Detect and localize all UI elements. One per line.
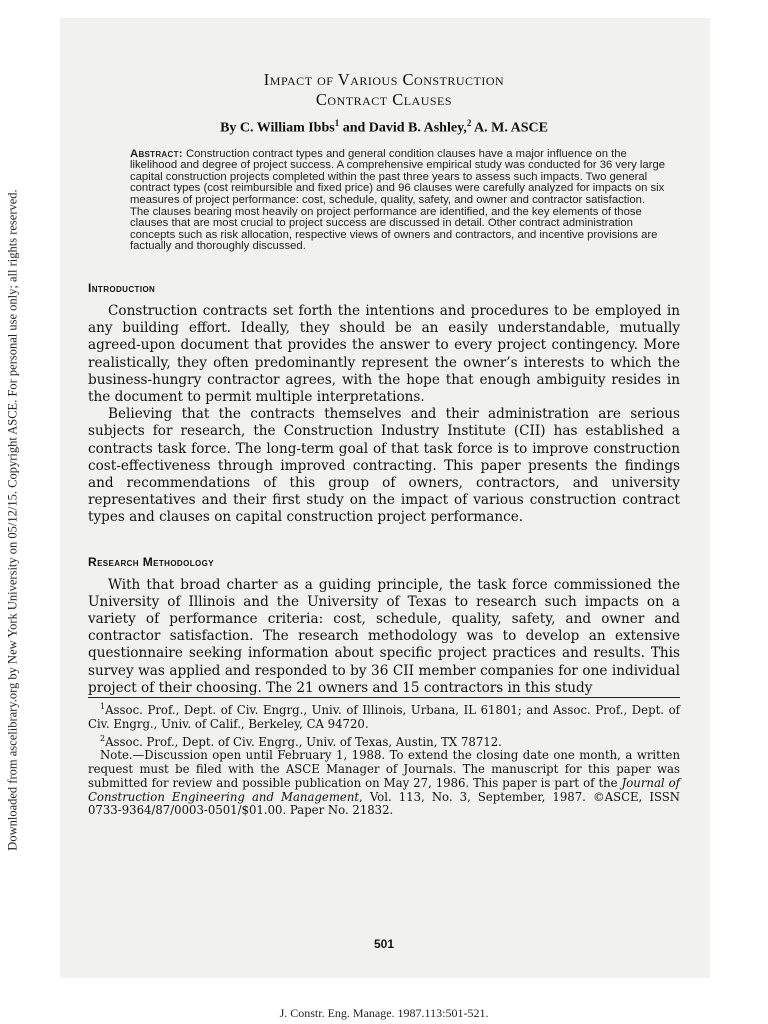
footnote-1-mark: 1	[100, 702, 106, 712]
author-1-footnote-mark: 1	[334, 118, 340, 128]
methodology-paragraph-1: With that broad charter as a guiding principle, the task force commissioned the University of Illinois and the University of Texas to research such impacts on a variety of performance criteria: cost, schedule, quality, safety, and owner and contractor satisfaction. The research methodology was to develop an extensive questionnaire seeking information about specific project practices and results. This survey was applied and responded to by 36 CII member companies for one individual project of their choosing. The 21 owners and 15 contractors in this study	[88, 576, 680, 696]
introduction-paragraph-1: Construction contracts set forth the intentions and procedures to be employed in any building effort. Ideally, they should be an easily understandable, mutually agreed-upon document that provides the answer to every project contingency. More realistically, they often predominantly represent the owner’s interests to which the business-hungry contractor agrees, with the hope that enough ambiguity resides in the document to permit multiple interpretations.	[88, 303, 680, 406]
footnote-2-mark: 2	[100, 733, 106, 743]
section-heading-research-methodology: Research Methodology	[88, 554, 215, 569]
publication-details: , Vol. 113, No. 3, September, 1987. ©ASCE, ISSN 0733-9364/87/0003-0501/$01.00. Paper No. 21832.	[88, 789, 680, 818]
discussion-note-text: Note.—Discussion open until February 1, 1988. To extend the closing date one month, a written request must be filed with the ASCE Manager of Journals. The manuscript for this paper was submitted for review and possible publication on May 27, 1986. This paper is part of the	[88, 748, 680, 790]
author-2-footnote-mark: 2	[466, 118, 472, 128]
title-line-1: Impact of Various Construction	[263, 70, 505, 89]
footnote-2	[88, 732, 680, 750]
discussion-note	[88, 749, 680, 818]
author-line	[88, 118, 680, 137]
article-body	[88, 70, 680, 818]
article-title	[88, 70, 680, 110]
footnote-1	[88, 700, 680, 731]
author-1-name: By C. William Ibbs	[220, 120, 335, 136]
footnote-2-text: Assoc. Prof., Dept. of Civ. Engrg., Univ. of Texas, Austin, TX 78712.	[105, 734, 502, 749]
abstract	[130, 149, 666, 253]
abstract-label: Abstract:	[130, 147, 183, 160]
footnotes	[88, 697, 680, 818]
journal-name: Journal of Construction Engineering and Management	[88, 775, 680, 804]
citation-footer: J. Constr. Eng. Manage. 1987.113:501-521.	[279, 1006, 489, 1020]
section-heading-introduction: Introduction	[88, 281, 156, 295]
introduction-paragraph-2: Believing that the contracts themselves and their administration are serious subjects for research, the Construction Industry Institute (CII) has established a contracts task force. The long-term goal of that task force is to improve construction cost-effectiveness through improved contracting. This paper presents the findings and recommendations of this group of owners, contractors, and university representatives and their first study on the impact of various construction contract types and clauses on capital construction project performance.	[88, 406, 680, 526]
download-notice-text: Downloaded from ascelibrary.org by New York University on 05/12/15. Copyright ASCE. For personal use only; all rights reserved.	[5, 189, 20, 851]
footnote-1-text: Assoc. Prof., Dept. of Civ. Engrg., Univ. of Illinois, Urbana, IL 61801; and Assoc. Prof., Dept. of Civ. Engrg., Univ. of Calif., Berkeley, CA 94720.	[88, 702, 680, 731]
author-membership: A. M. ASCE	[471, 120, 548, 136]
page-number: 501	[373, 937, 395, 951]
author-2-name: and David B. Ashley,	[339, 120, 467, 136]
download-notice	[2, 0, 24, 1024]
abstract-text: Construction contract types and general condition clauses have a major influence on the likelihood and degree of project success. A comprehensive empirical study was conducted for 36 very large capital construction projects completed within the past three years to assess such impacts. Two general contract types (cost reimbursible and fixed price) and 96 clauses were carefully analyzed for impacts on six measures of project performance: cost, schedule, quality, safety, and owner and contractor satisfaction. The clauses bearing most heavily on project performance are identified, and the key elements of those clauses that are most crucial to project success are discussed in detail. Other contract administration concepts such as risk allocation, respective views of owners and contractors, and incentive provisions are factually and thoroughly discussed.	[130, 147, 666, 253]
title-line-2: Contract Clauses	[315, 90, 453, 109]
